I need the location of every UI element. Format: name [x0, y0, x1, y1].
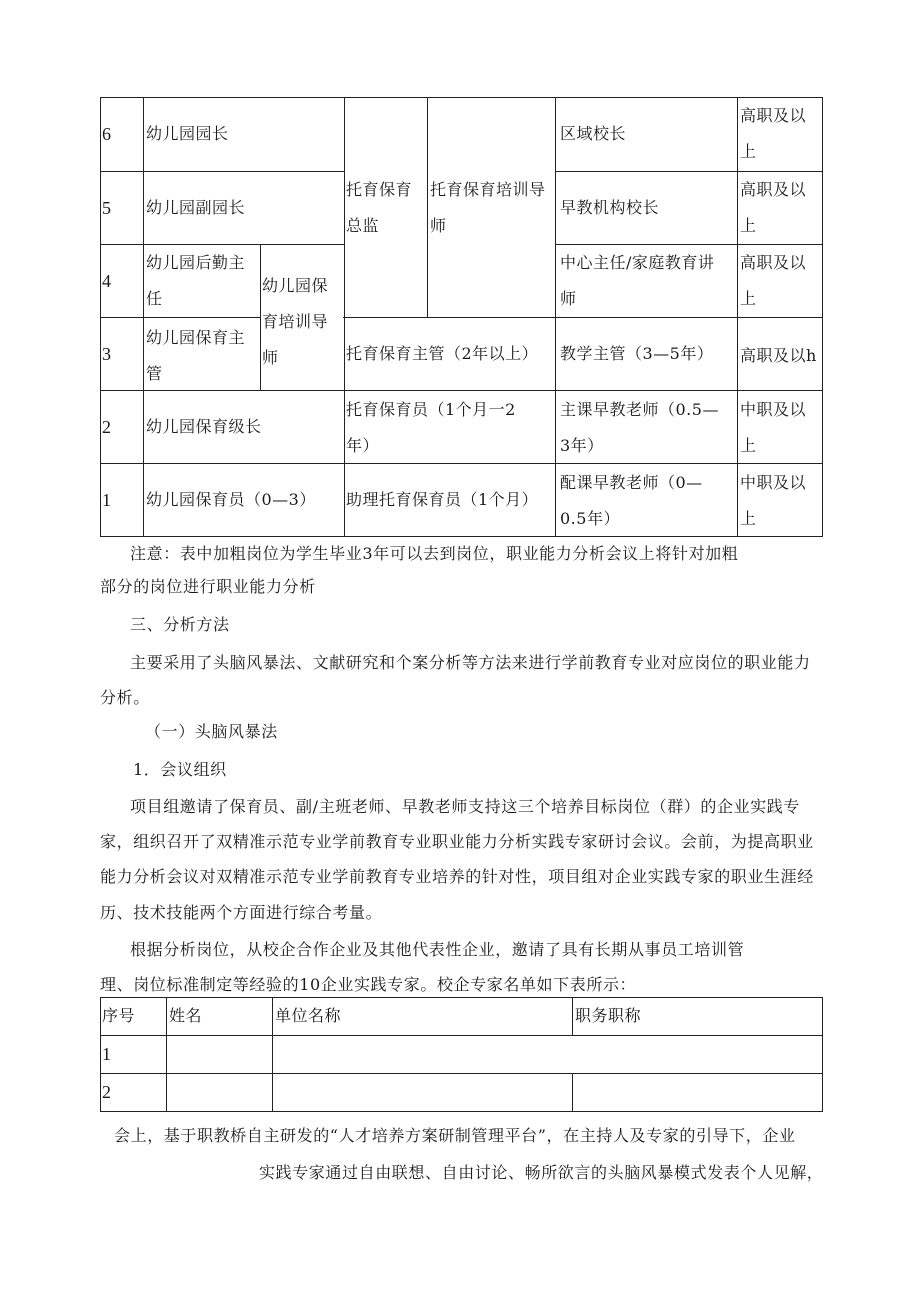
ee-center-director-line2: 师: [560, 289, 577, 308]
expert-row-2-index: 2: [102, 1082, 112, 1102]
para3-line2: 实践专家通过自由联想、自由讨论、畅所欲言的头脑风暴模式发表个人见解，: [259, 1163, 824, 1182]
kg-deputy-director: 幼儿园副园长: [146, 198, 246, 217]
kg-trainer-line2: 育培训导: [262, 312, 329, 331]
edu-5-line1: 高职及以: [740, 180, 807, 199]
edu-5-line2: 上: [740, 216, 757, 235]
sub1-heading: （一）头脑风暴法: [145, 722, 278, 741]
section3-intro-line1: 主要采用了头脑风暴法、文献研究和个案分析等方法来进行学前教育专业对应岗位的职业能力: [130, 653, 811, 672]
childcare-trainer-line1: 托育保育培训导: [430, 180, 546, 199]
childcare-worker-line2: 年）: [346, 436, 380, 455]
para1-line2: 家，组织召开了双精准示范专业学前教育专业职业能力分析实践专家研讨会议。会前，为提高职业: [100, 832, 814, 851]
level-6: 6: [102, 124, 112, 144]
kg-logistics-line2: 任: [146, 289, 163, 308]
ee-main-teacher-line1: 主课早教老师（0.5—: [560, 400, 719, 419]
para1-line4: 历、技术技能两个方面进行综合考量。: [100, 903, 383, 922]
kg-director: 幼儿园园长: [146, 124, 229, 143]
level-1: 1: [102, 490, 112, 510]
sub1-1-heading: 1．会议组织: [133, 760, 227, 779]
note-line2: 部分的岗位进行职业能力分析: [100, 577, 316, 596]
edu-2-line1: 中职及以: [740, 400, 807, 419]
childcare-director-line2: 总监: [346, 216, 380, 235]
kg-trainer-line1: 幼儿园保: [262, 276, 329, 295]
para1-line3: 能力分析会议对双精准示范专业学前教育专业培养的针对性，项目组对企业实践专家的职业生涯经: [100, 867, 814, 886]
ee-teaching-supervisor: 教学主管（3—5年）: [560, 344, 714, 363]
ee-institution-principal: 早教机构校长: [560, 198, 660, 217]
expert-header-title: 职务职称: [575, 1006, 642, 1025]
kg-care-worker: 幼儿园保育员（0—3）: [146, 490, 316, 509]
expert-header-index: 序号: [102, 1006, 136, 1025]
childcare-worker-line1: 托育保育员（1个月一2: [346, 400, 516, 419]
expert-header-unit: 单位名称: [275, 1006, 342, 1025]
kg-logistics-line1: 幼儿园后勤主: [146, 253, 246, 272]
childcare-supervisor: 托育保育主管（2年以上）: [346, 344, 539, 363]
para3-line1: 会上，基于职教桥自主研发的“人才培养方案研制管理平台”，在主持人及专家的引导下，企业: [114, 1126, 796, 1145]
level-2: 2: [102, 417, 112, 437]
edu-4-line2: 上: [740, 289, 757, 308]
edu-6-line1: 高职及以: [740, 106, 807, 125]
level-5: 5: [102, 198, 112, 218]
level-4: 4: [102, 271, 112, 291]
ee-regional-principal: 区域校长: [560, 124, 627, 143]
expert-header-name: 姓名: [169, 1006, 203, 1025]
ee-assistant-teacher-line2: 0.5年）: [560, 509, 620, 528]
edu-3: 高职及以h: [740, 346, 817, 365]
level-3: 3: [102, 344, 112, 364]
expert-row-1-index: 1: [102, 1044, 112, 1064]
childcare-director-line1: 托育保育: [346, 180, 413, 199]
kg-care-grade-leader: 幼儿园保育级长: [146, 417, 262, 436]
ee-main-teacher-line2: 3年）: [560, 436, 604, 455]
ee-center-director-line1: 中心主任/家庭教育讲: [560, 253, 715, 272]
kg-care-supervisor-line2: 管: [146, 364, 163, 383]
kg-trainer-line3: 师: [262, 348, 279, 367]
edu-1-line2: 上: [740, 509, 757, 528]
section3-intro-line2: 分析。: [100, 688, 150, 707]
note-line1: 注意：表中加粗岗位为学生毕业3年可以去到岗位，职业能力分析会议上将针对加粗: [130, 544, 739, 563]
ee-assistant-teacher-line1: 配课早教老师（0—: [560, 473, 703, 492]
section3-heading: 三、分析方法: [130, 615, 230, 634]
para2-line1: 根据分析岗位，从校企合作企业及其他代表性企业，邀请了具有长期从事员工培训管: [130, 940, 745, 959]
edu-6-line2: 上: [740, 142, 757, 161]
edu-4-line1: 高职及以: [740, 253, 807, 272]
childcare-trainer-line2: 师: [430, 216, 447, 235]
para2-line2: 理、岗位标准制定等经验的10企业实践专家。校企专家名单如下表所示：: [100, 975, 637, 994]
para1-line1: 项目组邀请了保育员、副/主班老师、早教老师支持这三个培养目标岗位（群）的企业实践专: [130, 797, 800, 816]
edu-2-line2: 上: [740, 436, 757, 455]
childcare-assistant: 助理托育保育员（1个月）: [346, 490, 539, 509]
kg-care-supervisor-line1: 幼儿园保育主: [146, 328, 246, 347]
edu-1-line1: 中职及以: [740, 473, 807, 492]
